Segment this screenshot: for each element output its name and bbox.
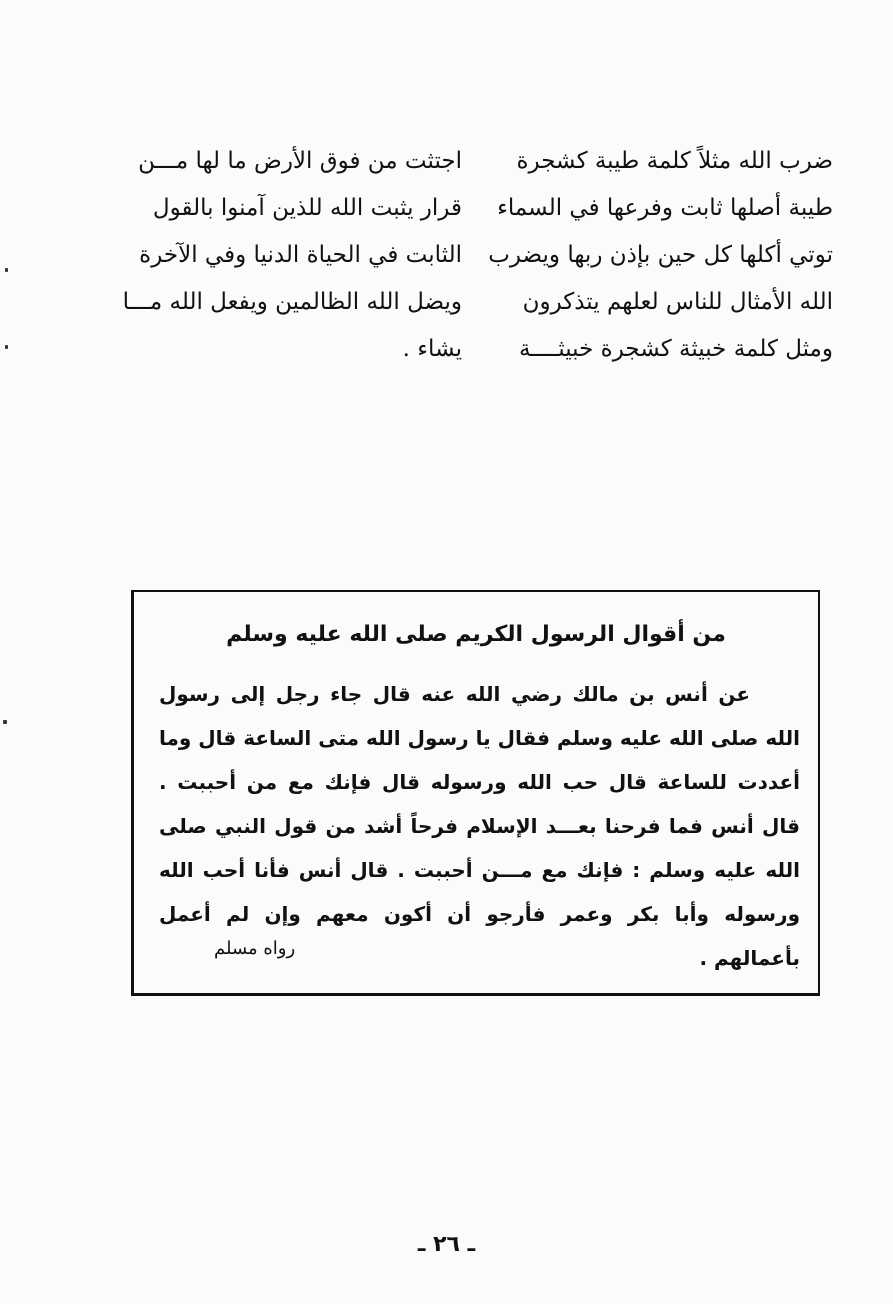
poem-right-column: [488, 138, 833, 373]
poem-line: يشاء .: [402, 336, 462, 362]
poem-line: ضرب الله مثلاً كلمة طيبة كشجرة: [516, 148, 833, 174]
poem-line: توتي أكلها كل حين بإذن ربها ويضرب: [488, 242, 833, 268]
poem-line: قرار يثبت الله للذين آمنوا بالقول: [152, 195, 462, 221]
poem-line: الله الأمثال للناس لعلهم يتذكرون: [522, 289, 833, 315]
scan-mark: [5, 345, 8, 349]
poem-line: الثابت في الحياة الدنيا وفي الآخرة: [139, 242, 462, 268]
scan-mark: [5, 268, 8, 272]
hadith-box: [131, 590, 820, 996]
poem-line: اجتثت من فوق الأرض ما لها مـــن: [138, 148, 462, 174]
hadith-source: رواه مسلم: [214, 938, 296, 959]
hadith-body: عن أنس بن مالك رضي الله عنه قال جاء رجل إلى رسول الله صلى الله عليه وسلم فقال يا رسول الله متى الساعة قال وما أعددت للساعة قال حب الله ورسوله قال فإنك مع من أحببت . قال أنس فما فرحنا بعـــد الإسلام فرحاً أشد من قول النبي صلى الله عليه وسلم : فإنك مع مـــن أحببت . قال أنس فأنا أحب الله ورسوله وأبا بكر وعمر فأرجو أن أكون معهم وإن لم أعمل بأعمالهم .: [159, 682, 800, 970]
hadith-title: من أقوال الرسول الكريم صلى الله عليه وسلم: [226, 622, 726, 647]
scan-mark: [3, 720, 7, 724]
poem-left-column: [122, 138, 462, 373]
poem-line: طيبة أصلها ثابت وفرعها في السماء: [497, 195, 833, 221]
poem-line: ويضل الله الظالمين ويفعل الله مـــا: [122, 289, 462, 315]
poem-line: ومثل كلمة خبيثة كشجرة خبيثــــة: [519, 336, 833, 362]
page-number: ـ ٢٦ ـ: [417, 1232, 476, 1257]
